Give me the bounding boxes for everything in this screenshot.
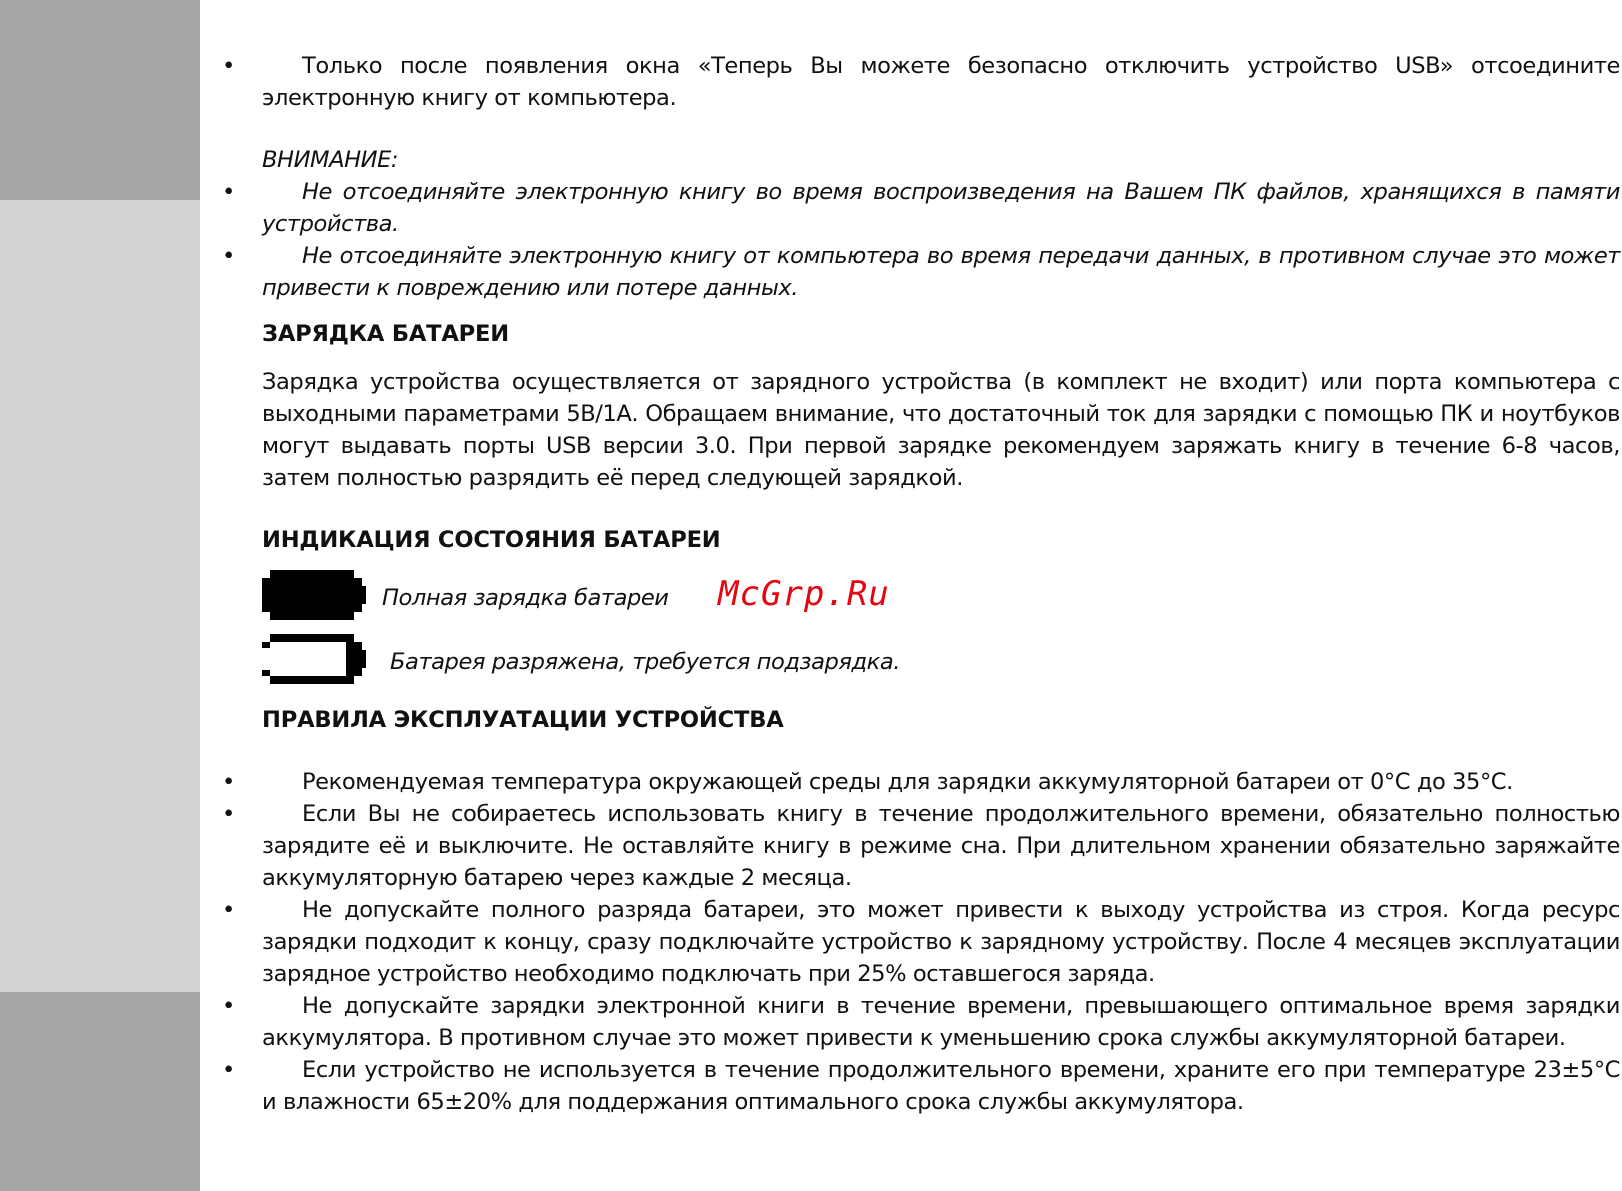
battery-full-icon xyxy=(262,570,366,620)
rules-item-text: Рекомендуемая температура окружающей среды для зарядки аккумуляторной батареи от 0°С до 35°С. xyxy=(302,769,1513,795)
sidebar-middle-block xyxy=(0,200,200,992)
page-content xyxy=(262,50,1620,1118)
rules-item xyxy=(262,766,1620,798)
bullet-marker xyxy=(222,1054,262,1086)
battery-full-row xyxy=(262,570,1620,634)
bullet-marker xyxy=(222,766,262,798)
watermark-logo: McGrp.Ru xyxy=(718,574,890,614)
rules-item xyxy=(262,1054,1620,1118)
bullet-marker xyxy=(222,798,262,830)
battery-full-label: Полная зарядка батареи xyxy=(382,585,669,611)
usb-disconnect-text: Только после появления окна «Теперь Вы можете безопасно отключить устройство USB» отсоедините электронную книгу от компьютера. xyxy=(262,53,1620,111)
usb-disconnect-item xyxy=(262,50,1620,114)
battery-empty-label: Батарея разряжена, требуется подзарядка. xyxy=(390,649,901,675)
battery-empty-row xyxy=(262,634,1620,698)
sidebar-top-block xyxy=(0,0,200,200)
warning-item-text: Не отсоединяйте электронную книгу от компьютера во время передачи данных, в противном случае это может привести к повреждению или потере данных. xyxy=(262,243,1620,301)
warning-title: ВНИМАНИЕ: xyxy=(262,147,399,173)
bullet-marker xyxy=(222,50,262,82)
charging-heading: ЗАРЯДКА БАТАРЕИ xyxy=(262,321,509,347)
bullet-marker xyxy=(222,240,262,272)
rules-item-text: Если Вы не собираетесь использовать книгу в течение продолжительного времени, обязательно полностью зарядите её и выключите. Не оставляйте книгу в режиме сна. При длительном хранении обязательно заряжайте аккумуляторную батарею через каждые 2 месяца. xyxy=(262,801,1620,891)
battery-empty-icon xyxy=(262,634,366,684)
page-sidebar xyxy=(0,0,200,1191)
indication-heading: ИНДИКАЦИЯ СОСТОЯНИЯ БАТАРЕИ xyxy=(262,527,721,553)
bullet-marker xyxy=(222,176,262,208)
bullet-marker xyxy=(222,990,262,1022)
rules-item xyxy=(262,894,1620,990)
rules-item xyxy=(262,990,1620,1054)
warning-item xyxy=(262,240,1620,304)
warning-item xyxy=(262,176,1620,240)
rules-item xyxy=(262,798,1620,894)
bullet-marker xyxy=(222,894,262,926)
rules-heading: ПРАВИЛА ЭКСПЛУАТАЦИИ УСТРОЙСТВА xyxy=(262,707,784,733)
sidebar-bottom-block xyxy=(0,992,200,1191)
rules-item-text: Если устройство не используется в течение продолжительного времени, храните его при температуре 23±5°С и влажности 65±20% для поддержания оптимального срока службы аккумулятора. xyxy=(262,1057,1620,1115)
warning-item-text: Не отсоединяйте электронную книгу во время воспроизведения на Вашем ПК файлов, хранящихся в памяти устройства. xyxy=(262,179,1620,237)
rules-item-text: Не допускайте зарядки электронной книги в течение времени, превышающего оптимальное время зарядки аккумулятора. В противном случае это может привести к уменьшению срока службы аккумуляторной батареи. xyxy=(262,993,1620,1051)
rules-item-text: Не допускайте полного разряда батареи, это может привести к выходу устройства из строя. Когда ресурс зарядки подходит к концу, сразу подключайте устройство к зарядному устройству. После 4 месяцев эксплуатации зарядное устройство необходимо подключать при 25% оставшегося заряда. xyxy=(262,897,1620,987)
charging-paragraph: Зарядка устройства осуществляется от зарядного устройства (в комплект не входит) или порта компьютера с выходными параметрами 5В/1А. Обращаем внимание, что достаточный ток для зарядки с помощью ПК и ноутбуков могут выдавать порты USB версии 3.0. При первой зарядке рекомендуем заряжать книгу в течение 6-8 часов, затем полностью разрядить её перед следующей зарядкой. xyxy=(262,369,1620,491)
